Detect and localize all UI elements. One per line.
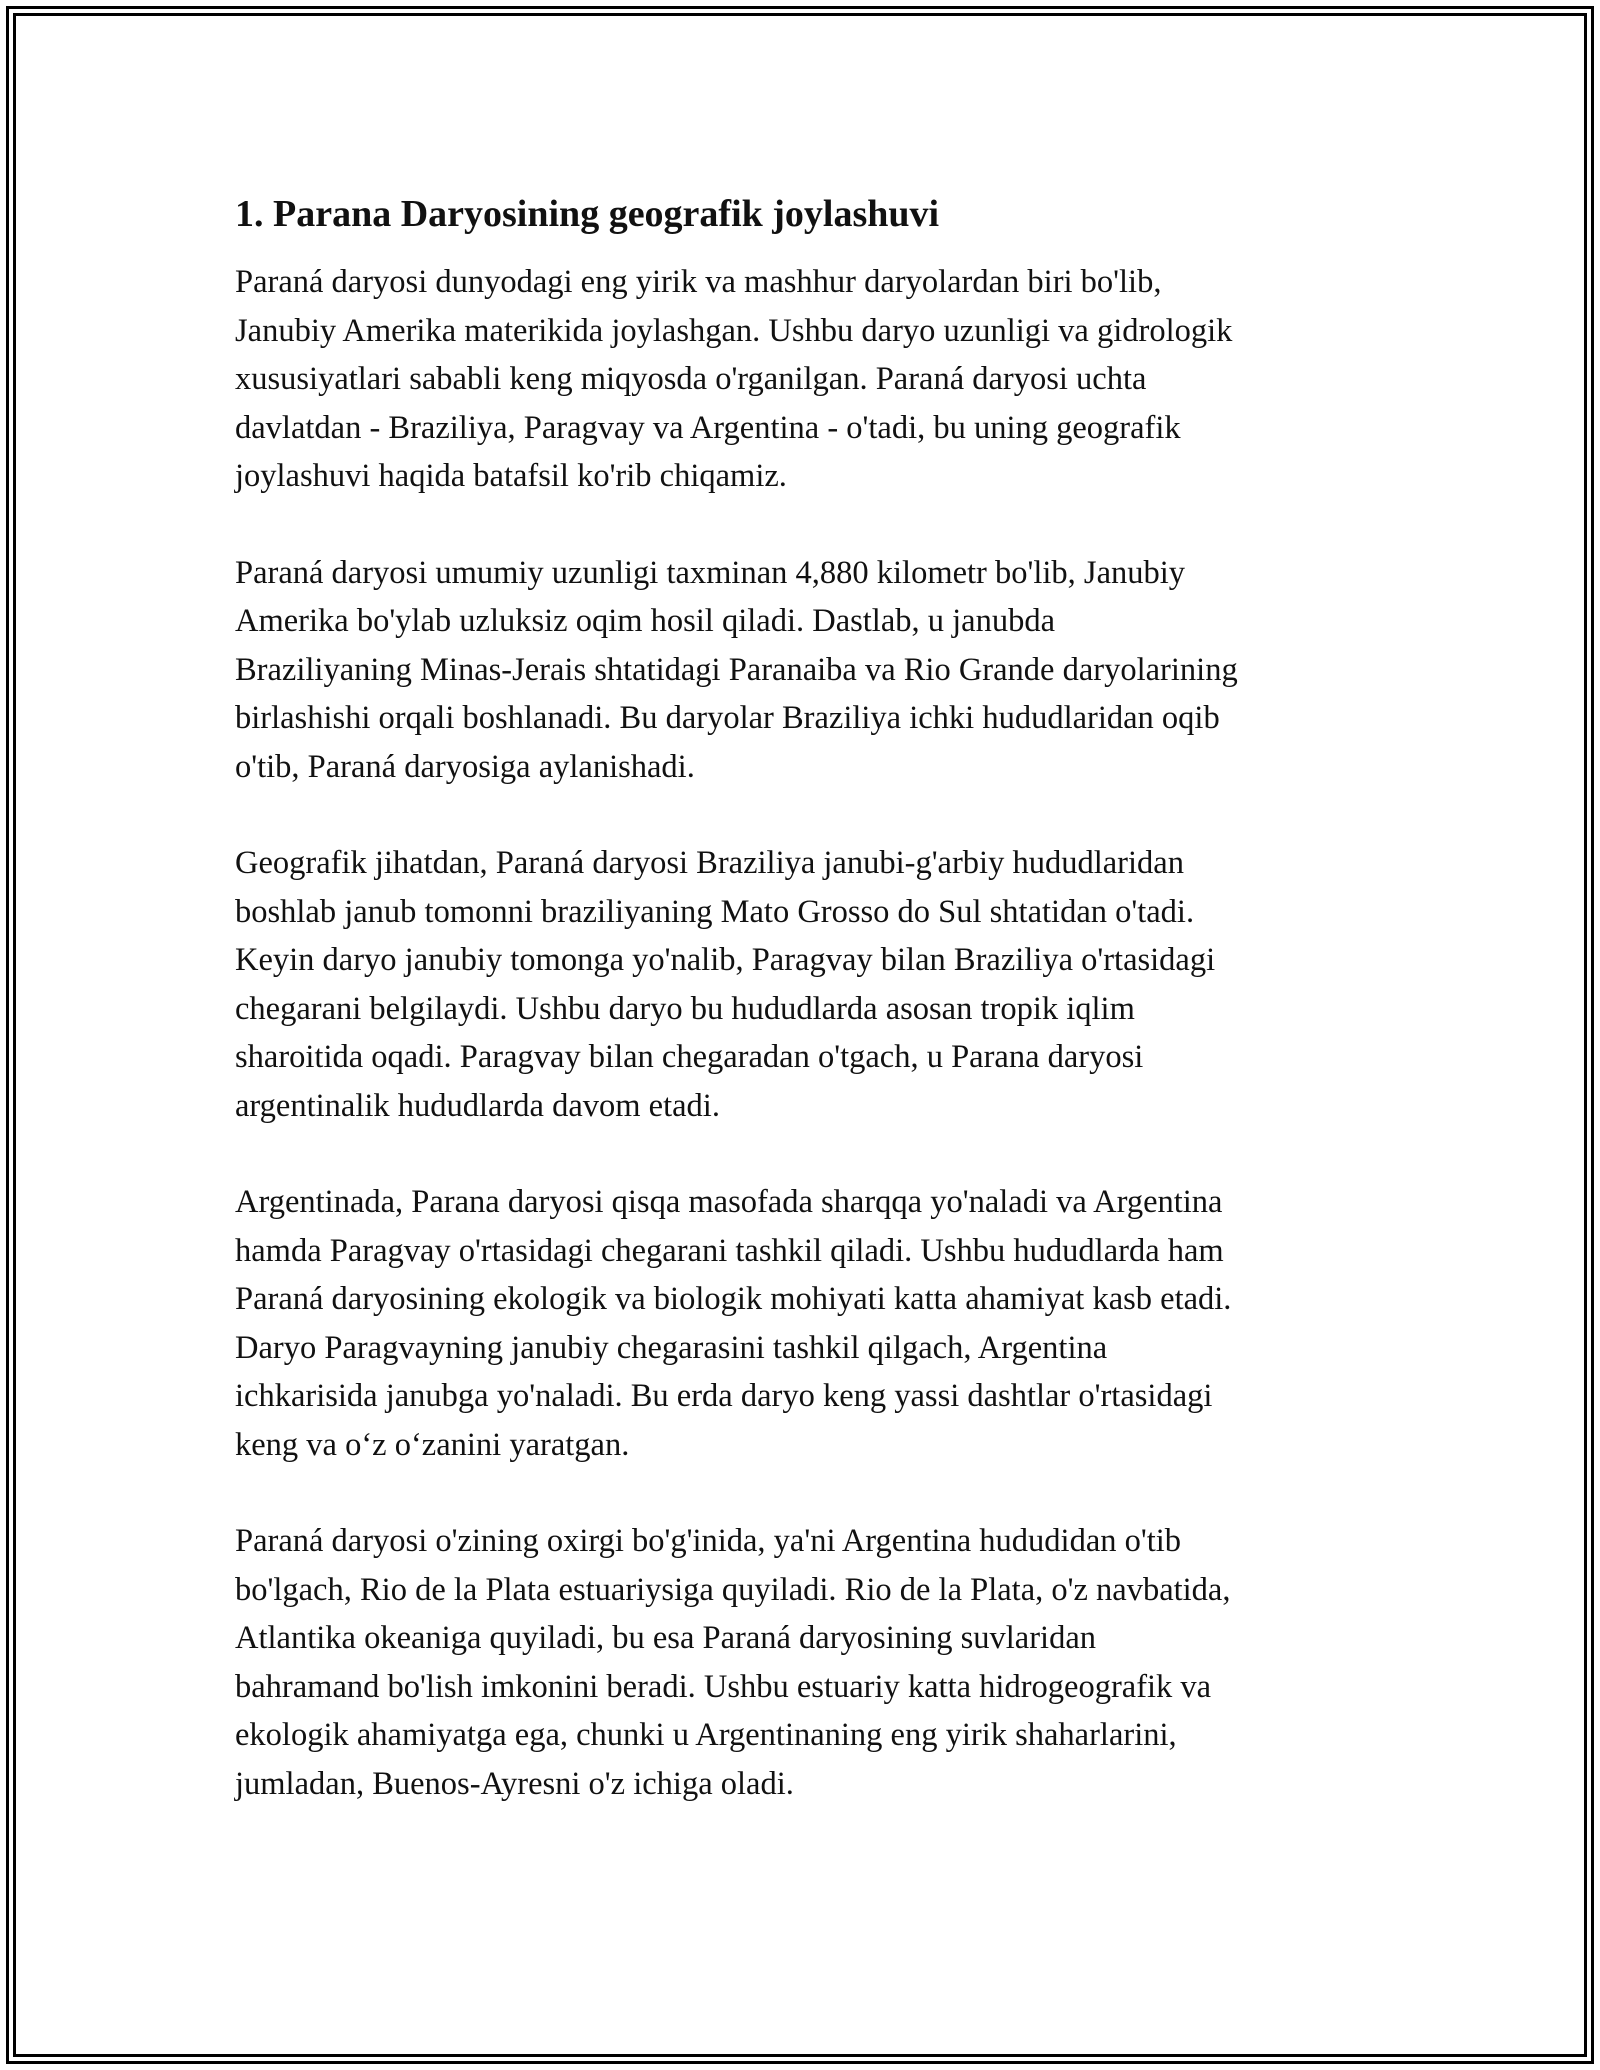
paragraph-line: Paraná daryosi o'zining oxirgi bo'g'inida, ya'ni Argentina hududidan o'tib — [235, 1523, 1182, 1559]
paragraph-line: Braziliyaning Minas-Jerais shtatidagi Paranaiba va Rio Grande daryolarining — [235, 651, 1238, 688]
paragraph-line: davlatdan - Braziliya, Paragvay va Argentina - o'tadi, bu uning geografik — [235, 409, 1181, 446]
paragraph-line: joylashuvi haqida batafsil ko'rib chiqamiz. — [235, 458, 787, 494]
paragraph-5 — [235, 1517, 1375, 1808]
paragraph-line: xususiyatlari sababli keng miqyosda o'rganilgan. Paraná daryosi uchta — [235, 361, 1147, 397]
paragraph-line: Keyin daryo janubiy tomonga yo'nalib, Paragvay bilan Braziliya o'rtasidagi — [235, 942, 1216, 978]
paragraph-line: Amerika bo'ylab uzluksiz oqim hosil qiladi. Dastlab, u janubda — [235, 603, 1056, 639]
paragraph-line: Paraná daryosining ekologik va biologik mohiyati katta ahamiyat kasb etadi. — [235, 1281, 1232, 1317]
paragraph-line: Janubiy Amerika materikida joylashgan. Ushbu daryo uzunligi va gidrologik — [235, 312, 1233, 349]
paragraph-line: argentinalik hududlarda davom etadi. — [235, 1087, 720, 1124]
paragraph-line: boshlab janub tomonni braziliyaning Mato Grosso do Sul shtatidan o'tadi. — [235, 893, 1195, 930]
paragraph-line: hamda Paragvay o'rtasidagi chegarani tashkil qiladi. Ushbu hududlarda ham — [235, 1232, 1224, 1269]
paragraph-2 — [235, 549, 1375, 792]
paragraph-line: sharoitida oqadi. Paragvay bilan chegaradan o'tgach, u Parana daryosi — [235, 1039, 1144, 1075]
paragraph-line: ichkarisida janubga yo'naladi. Bu erda daryo keng yassi dashtlar o'rtasidagi — [235, 1378, 1213, 1414]
paragraph-1 — [235, 258, 1375, 501]
paragraph-line: Paraná daryosi dunyodagi eng yirik va mashhur daryolardan biri bo'lib, — [235, 264, 1162, 300]
document-body — [235, 186, 1375, 1856]
paragraph-3 — [235, 839, 1375, 1130]
paragraph-line: Paraná daryosi umumiy uzunligi taxminan 4,880 kilometr bo'lib, Janubiy — [235, 554, 1186, 591]
paragraph-line: bahramand bo'lish imkonini beradi. Ushbu estuariy katta hidrogeografik va — [235, 1668, 1212, 1705]
paragraph-line: Daryo Paragvayning janubiy chegarasini tashkil qilgach, Argentina — [235, 1329, 1108, 1366]
paragraph-line: bo'lgach, Rio de la Plata estuariysiga quyiladi. Rio de la Plata, o'z navbatida, — [235, 1571, 1231, 1608]
paragraph-line: o'tib, Paraná daryosiga aylanishadi. — [235, 748, 695, 785]
paragraph-line: jumladan, Buenos-Ayresni o'z ichiga oladi. — [235, 1765, 794, 1802]
paragraph-line: keng va o‘z o‘zanini yaratgan. — [235, 1426, 630, 1463]
paragraph-4 — [235, 1178, 1375, 1469]
document-title: 1. Parana Daryosining geografik joylashuvi — [235, 193, 940, 235]
paragraph-line: Geografik jihatdan, Paraná daryosi Braziliya janubi-g'arbiy hududlaridan — [235, 845, 1184, 881]
paragraph-line: birlashishi orqali boshlanadi. Bu daryolar Braziliya ichki hududlaridan oqib — [235, 700, 1220, 736]
paragraph-line: chegarani belgilaydi. Ushbu daryo bu hududlarda asosan tropik iqlim — [235, 990, 1135, 1027]
paragraph-line: ekologik ahamiyatga ega, chunki u Argentinaning eng yirik shaharlarini, — [235, 1717, 1177, 1753]
paragraph-line: Argentinada, Parana daryosi qisqa masofada sharqqa yo'naladi va Argentina — [235, 1184, 1223, 1220]
paragraph-line: Atlantika okeaniga quyiladi, bu esa Paraná daryosining suvlaridan — [235, 1620, 1097, 1656]
